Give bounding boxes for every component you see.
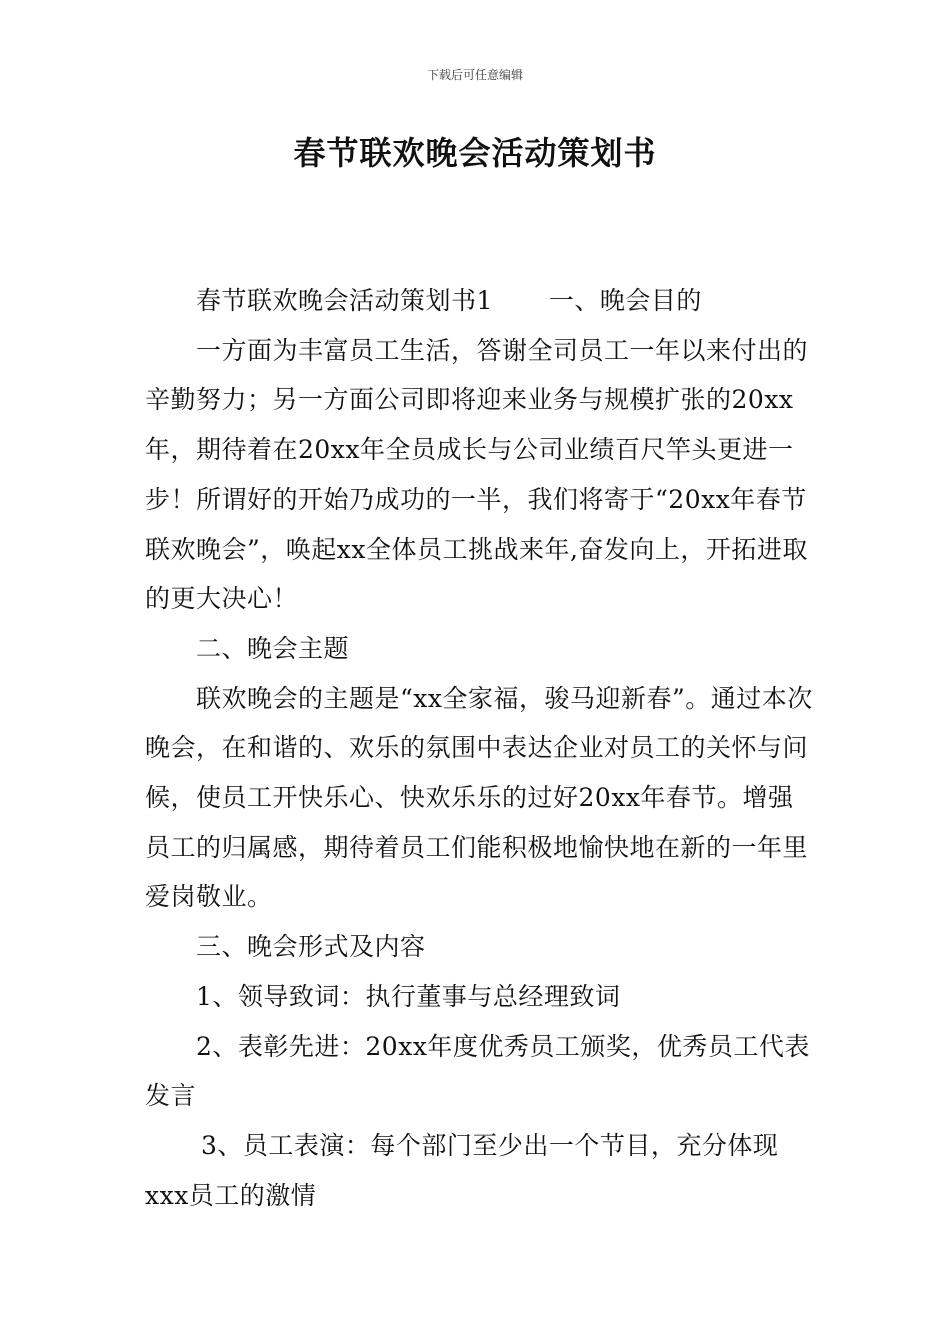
document-body: [145, 276, 813, 1220]
intro-subtitle: 春节联欢晚会活动策划书1: [196, 286, 493, 315]
section-three-item: 2、表彰先进：20xx年度优秀员工颁奖，优秀员工代表发言: [145, 1031, 810, 1111]
section-two-paragraph: 联欢晚会的主题是“xx全家福，骏马迎新春”。通过本次晚会，在和谐的、欢乐的氛围中表达企业对员工的关怀与问候，使员工开快乐心、快欢乐乐的过好20xx年春节。增强员工的归属感，期待着员工们能积极地愉快地在新的一年里爱岗敬业。: [145, 683, 813, 912]
section-three-heading: 三、晚会形式及内容: [196, 932, 426, 962]
section-two-heading: 二、晚会主题: [196, 633, 350, 663]
header-note: 下载后可任意编辑: [426, 68, 523, 82]
document-title: 春节联欢晚会活动策划书: [293, 134, 657, 172]
intro-line: [145, 276, 813, 326]
section-one-heading: 一、晚会目的: [548, 286, 702, 315]
section-one-paragraph: 一方面为丰富员工生活，答谢全司员工一年以来付出的辛勤努力；另一方面公司即将迎来业务与规模扩张的20xx年，期待着在20xx年全员成长与公司业绩百尺竿头更进一步！所谓好的开始乃成功的一半，我们将寄于“20xx年春节联欢晚会”，唤起xx全体员工挑战来年,奋发向上，开拓进取的更大决心！: [145, 335, 809, 614]
section-three-item: 3、员工表演：每个部门至少出一个节目，充分体现xxx员工的激情: [145, 1130, 779, 1210]
section-three-item: 1、领导致词：执行董事与总经理致词: [196, 981, 621, 1011]
